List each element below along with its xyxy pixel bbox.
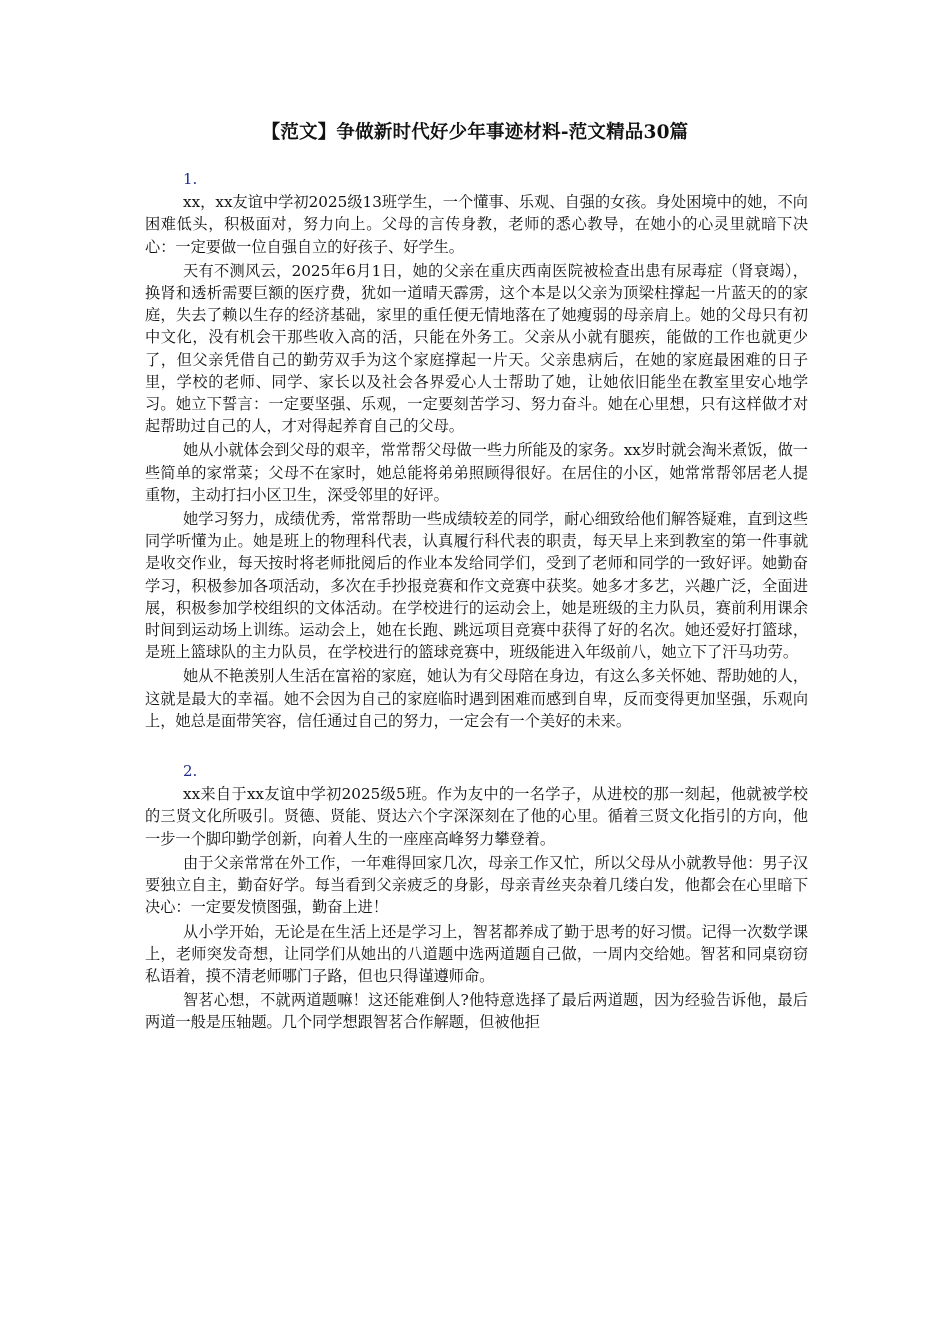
paragraph: xx，xx友谊中学初2025级13班学生，一个懂事、乐观、自强的女孩。身处困境中的她，不向困难低头，积极面对，努力向上。父母的言传身教，老师的悉心教导，在她小的心灵里就暗下决心：一定要做一位自强自立的好孩子、好学生。 [145, 193, 808, 256]
document-body [145, 168, 808, 1036]
section-1 [145, 168, 808, 732]
section-spacer [145, 734, 808, 760]
paragraph: 她从不艳羡别人生活在富裕的家庭，她认为有父母陪在身边，有这么多关怀她、帮助她的人，这就是最大的幸福。她不会因为自己的家庭临时遇到困难而感到自卑，反而变得更加坚强，乐观向上，她总是面带笑容，信任通过自己的努力，一定会有一个美好的未来。 [145, 667, 808, 730]
section-number: 2. [183, 762, 198, 781]
paragraph: 智茗心想，不就两道题嘛！这还能难倒人?他特意选择了最后两道题，因为经验告诉他，最后两道一般是压轴题。几个同学想跟智茗合作解题，但被他拒 [145, 991, 808, 1032]
paragraph: 她从小就体会到父母的艰辛，常常帮父母做一些力所能及的家务。xx岁时就会淘米煮饭，做一些简单的家常菜；父母不在家时，她总能将弟弟照顾得很好。在居住的小区，她常常帮邻居老人提重物，主动打扫小区卫生，深受邻里的好评。 [145, 441, 808, 504]
document-title: 【范文】争做新时代好少年事迹材料-范文精品30篇 [261, 122, 689, 143]
section-number: 1. [183, 170, 198, 188]
section-2 [145, 760, 808, 1033]
paragraph: 天有不测风云，2025年6月1日，她的父亲在重庆西南医院被检查出患有尿毒症（肾衰竭），换肾和透析需要巨额的医疗费，犹如一道晴天霹雳，这个本是以父亲为顶梁柱撑起一片蓝天的的家庭，失去了赖以生存的经济基础，家里的重任便无情地落在了她瘦弱的母亲肩上。她的父母只有初中文化，没有机会干那些收入高的活，只能在外务工。父亲从小就有腿疾，能做的工作也就更少了，但父亲凭借自己的勤劳双手为这个家庭撑起一片天。父亲患病后，在她的家庭最困难的日子里，学校的老师、同学、家长以及社会各界爱心人士帮助了她，让她依旧能坐在教室里安心地学习。她立下誓言：一定要坚强、乐观，一定要刻苦学习、努力奋斗。她在心里想，只有这样做才对起帮助过自己的人，才对得起养育自己的父母。 [145, 261, 808, 436]
paragraph: xx来自于xx友谊中学初2025级5班。作为友中的一名学子，从进校的那一刻起，他就被学校的三贤文化所吸引。贤德、贤能、贤达六个字深深刻在了他的心里。循着三贤文化指引的方向，他一步一个脚印勤学创新，向着人生的一座座高峰努力攀登着。 [145, 785, 808, 848]
paragraph: 由于父亲常常在外工作，一年难得回家几次，母亲工作又忙，所以父母从小就教导他：男子汉要独立自主，勤奋好学。每当看到父亲疲乏的身影，母亲青丝夹杂着几缕白发，他都会在心里暗下决心：一定要发愤图强，勤奋上进！ [145, 853, 808, 917]
paragraph: 从小学开始，无论是在生活上还是学习上，智茗都养成了勤于思考的好习惯。记得一次数学课上，老师突发奇想，让同学们从她出的八道题中选两道题自己做，一周内交给她。智茗和同桌窃窃私语着，摸不清老师哪门子路，但也只得谨遵师命。 [145, 922, 808, 985]
paragraph: 她学习努力，成绩优秀，常常帮助一些成绩较差的同学，耐心细致给他们解答疑难，直到这些同学听懂为止。她是班上的物理科代表，认真履行科代表的职责，每天早上来到教室的第一件事就是收交作业，每天按时将老师批阅后的作业本发给同学们，受到了老师和同学的一致好评。她勤奋学习，积极参加各项活动，多次在手抄报竞赛和作文竞赛中获奖。她多才多艺，兴趣广泛，全面进展，积极参加学校组织的文体活动。在学校进行的运动会上，她是班级的主力队员，赛前利用课余时间到运动场上训练。运动会上，她在长跑、跳远项目竞赛中获得了好的名次。她还爱好打篮球，是班上篮球队的主力队员，在学校进行的篮球竞赛中，班级能进入年级前八，她立下了汗马功劳。 [145, 510, 808, 662]
